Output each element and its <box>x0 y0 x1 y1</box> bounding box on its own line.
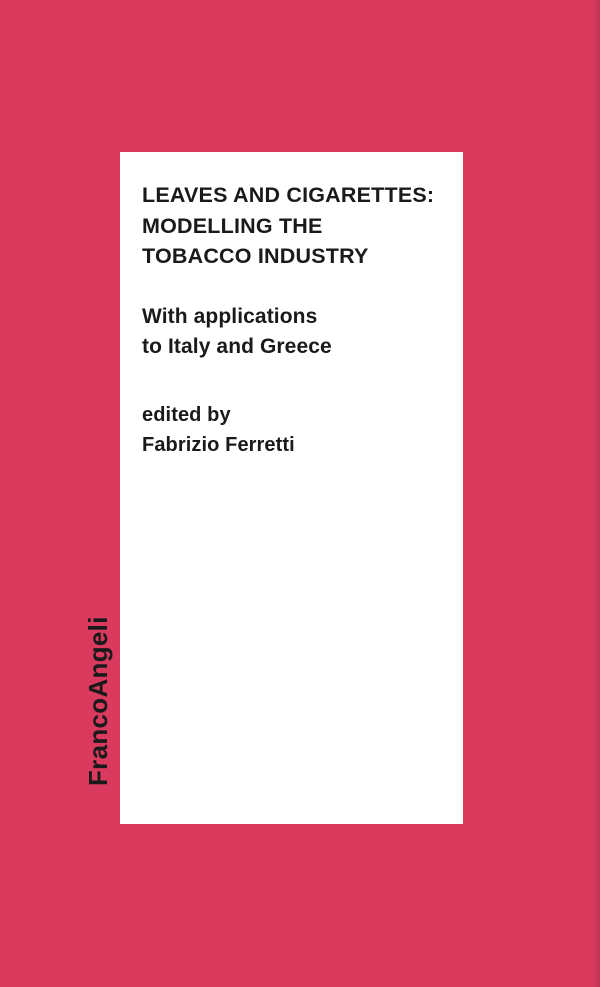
editor-label: edited by <box>142 404 231 427</box>
book-title-line-3: TOBACCO INDUSTRY <box>142 244 369 269</box>
cover-text-block <box>142 180 445 460</box>
book-subtitle <box>142 302 445 363</box>
book-title-line-2: MODELLING THE <box>142 213 323 238</box>
book-subtitle-line-1: With applications <box>142 304 318 328</box>
editor-name: Fabrizio Ferretti <box>142 434 295 457</box>
book-subtitle-line-2: to Italy and Greece <box>142 334 332 358</box>
cover-white-panel <box>83 152 463 824</box>
book-title <box>142 180 445 272</box>
book-title-line-1: LEAVES AND CIGARETTES: <box>142 183 435 207</box>
book-editor <box>142 400 445 460</box>
publisher-name: FrancoAngeli <box>83 616 113 786</box>
